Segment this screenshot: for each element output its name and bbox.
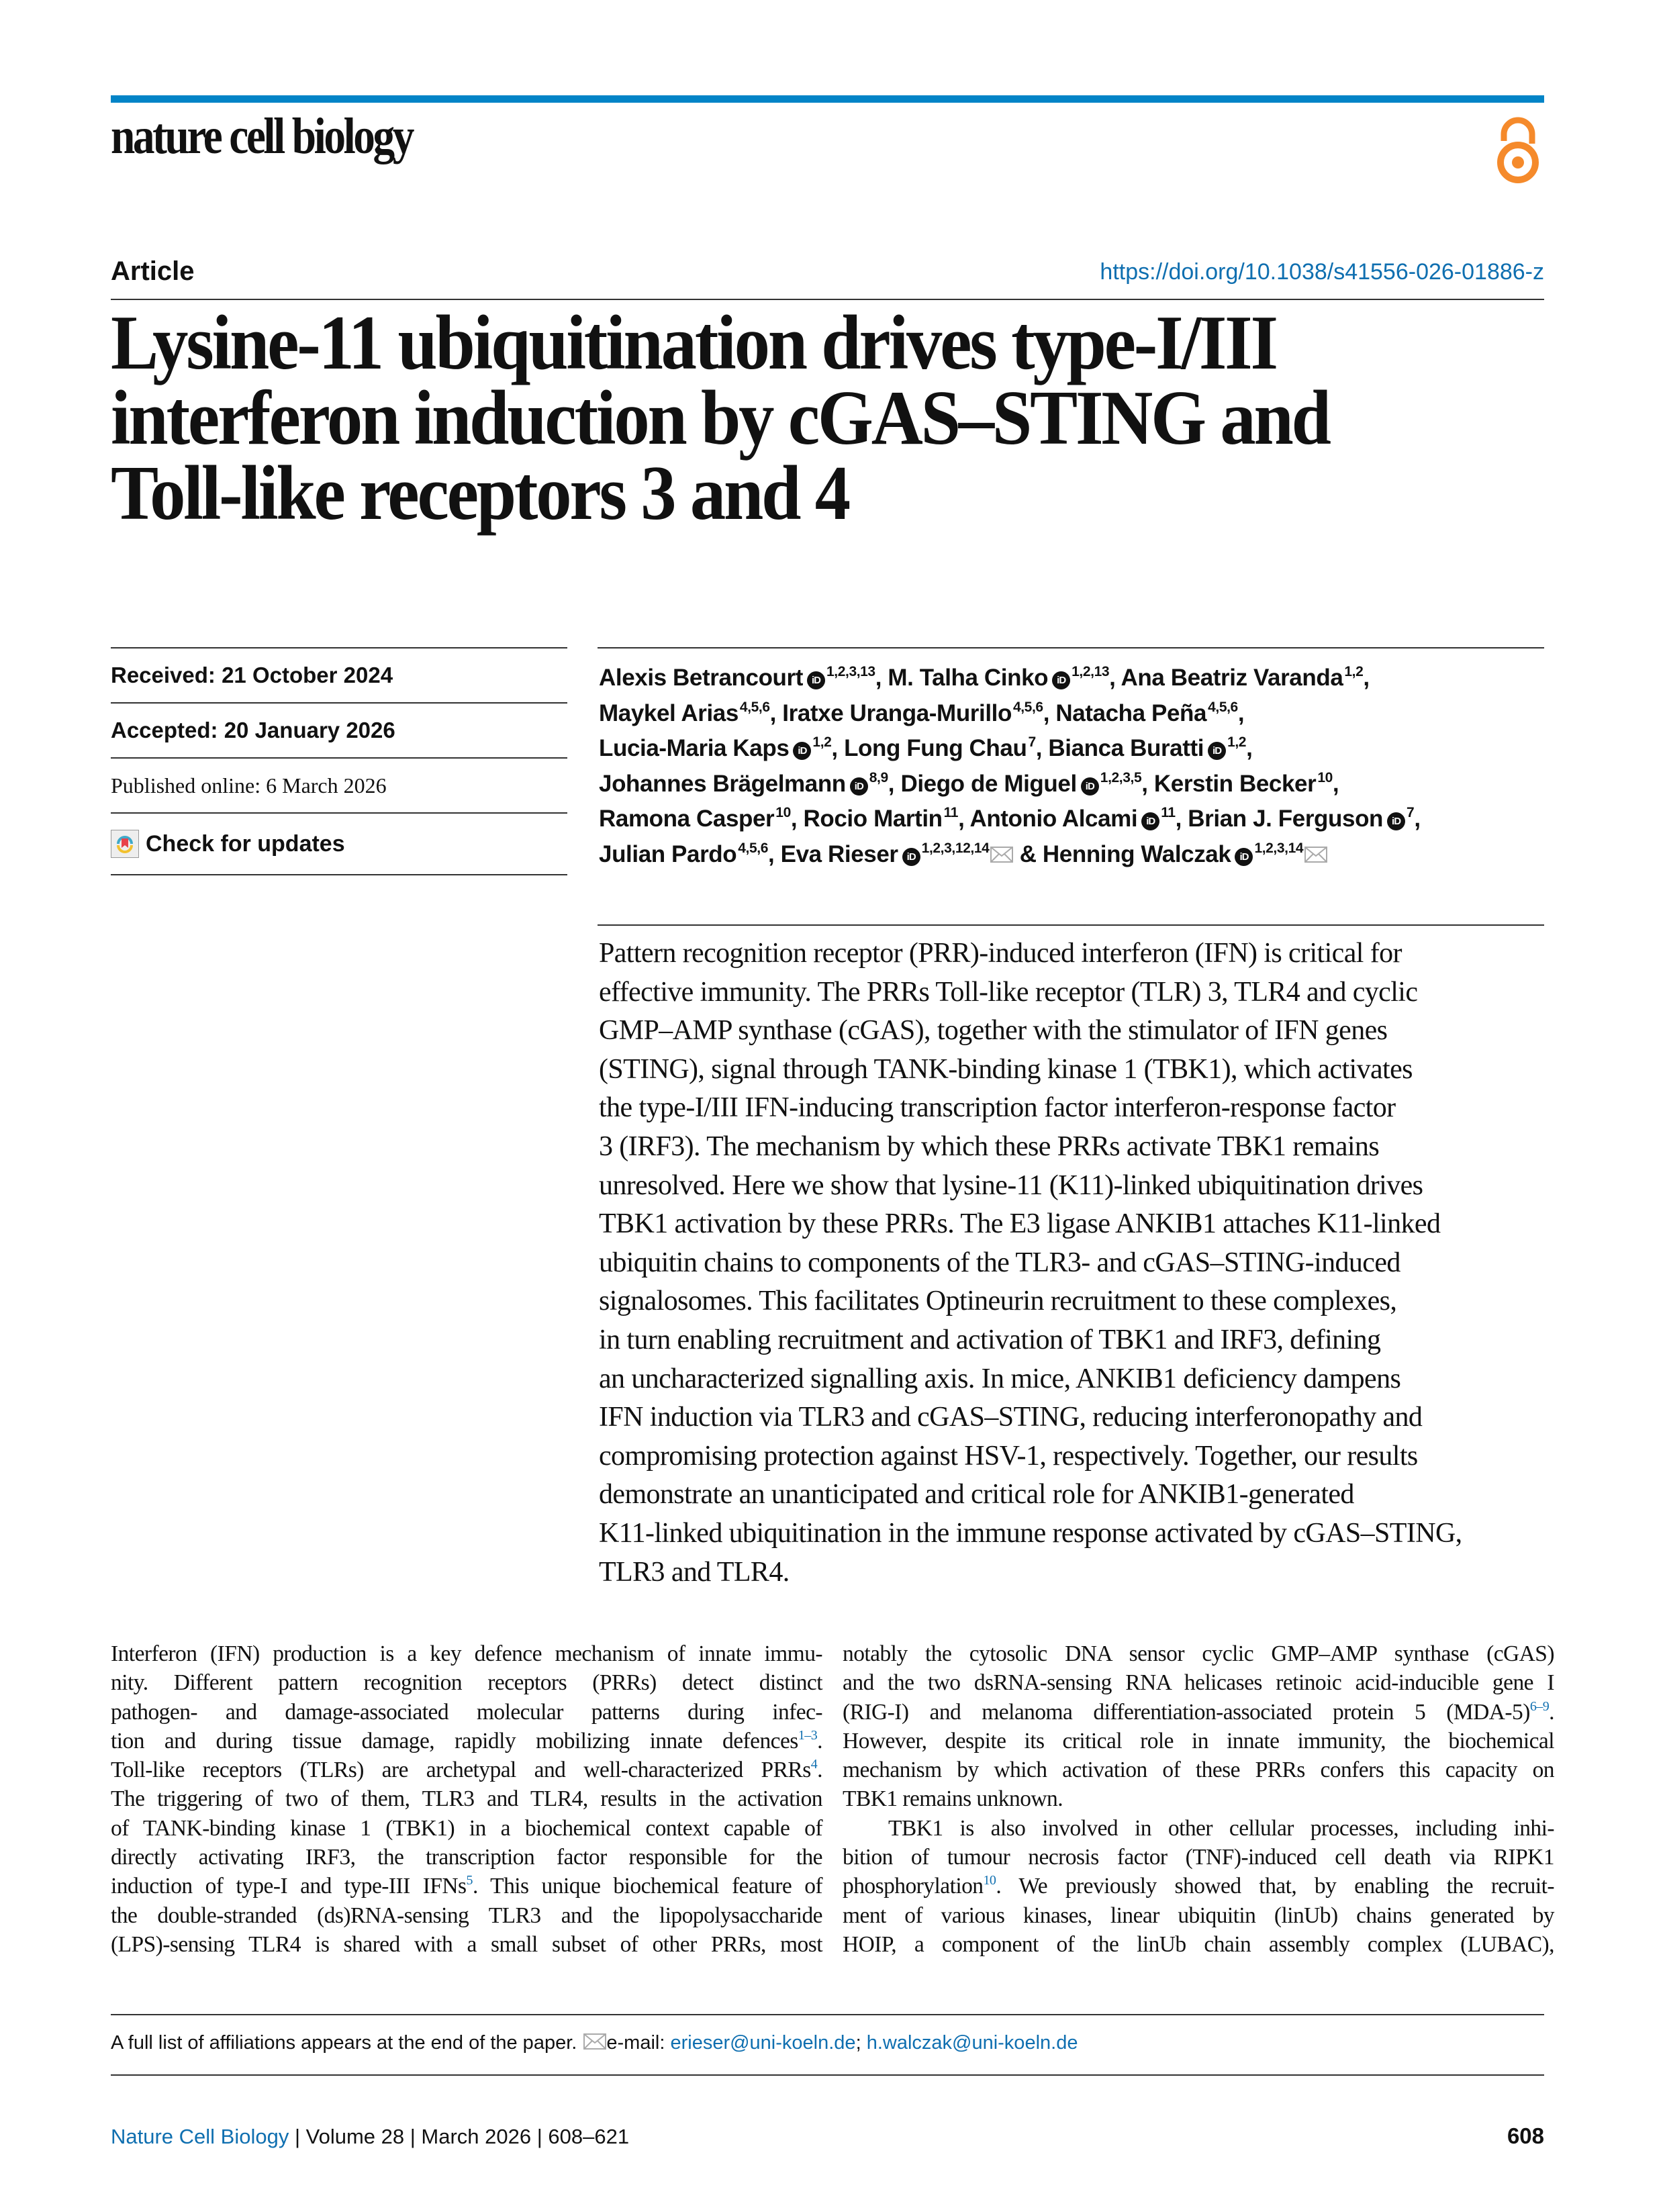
author-name: Bianca Buratti xyxy=(1048,735,1204,761)
abstract-line: (STING), signal through TANK-binding kinase 1 (TBK1), which activates xyxy=(599,1053,1413,1085)
author-conjunction: & xyxy=(1019,840,1043,867)
body-line xyxy=(843,1784,1554,1813)
body-text: TBK1 remains unknown. xyxy=(843,1786,1063,1812)
abstract-line: an uncharacterized signalling axis. In mice, ANKIB1 deficiency dampens xyxy=(599,1363,1401,1394)
body-line xyxy=(111,1872,822,1901)
doi-link[interactable]: https://doi.org/10.1038/s41556-026-01886-z xyxy=(1100,259,1544,285)
body-text: . xyxy=(1549,1699,1554,1725)
author-name: Lucia-Maria Kaps xyxy=(599,735,790,761)
body-text: bition of tumour necrosis factor (TNF)-induced cell death via RIPK1 xyxy=(843,1845,1554,1870)
author-name: Alexis Betrancourt xyxy=(599,665,804,691)
body-line xyxy=(843,1727,1554,1756)
author-name: Johannes Brägelmann xyxy=(599,770,846,797)
author-list xyxy=(599,661,1552,872)
abstract-line: TBK1 activation by these PRRs. The E3 ligase ANKIB1 attaches K11-linked xyxy=(599,1208,1441,1240)
affiliation-numbers: 1,2,3,13 xyxy=(826,664,875,679)
orcid-icon[interactable]: iD xyxy=(1208,742,1226,760)
author-name: Ana Beatriz Varanda xyxy=(1121,665,1343,691)
reference-link[interactable]: 10 xyxy=(983,1873,996,1888)
email-label: e-mail: xyxy=(606,2032,671,2054)
author[interactable] xyxy=(844,735,1036,761)
body-line xyxy=(843,1639,1554,1668)
affiliation-numbers: 10 xyxy=(1317,769,1333,785)
reference-link[interactable]: 1–3 xyxy=(798,1727,818,1743)
body-text: phosphorylation xyxy=(843,1874,984,1899)
abstract-line: compromising protection against HSV-1, respectively. Together, our results xyxy=(599,1440,1418,1472)
body-line xyxy=(843,1698,1554,1727)
body-line xyxy=(111,1727,822,1756)
affiliation-numbers: 11 xyxy=(943,805,959,820)
abstract-line: demonstrate an unanticipated and critical role for ANKIB1-generated xyxy=(599,1479,1354,1510)
body-text: mechanism by which activation of these PRRs confers this capacity on xyxy=(843,1758,1554,1783)
open-access-icon xyxy=(1489,114,1547,188)
abstract-line: IFN induction via TLR3 and cGAS–STING, reducing interferonopathy and xyxy=(599,1402,1423,1433)
body-text: HOIP, a component of the linUb chain assembly complex (LUBAC), xyxy=(843,1931,1554,1957)
author[interactable] xyxy=(1048,735,1246,761)
article-type-label: Article xyxy=(111,256,195,286)
body-line xyxy=(111,1814,822,1843)
affiliation-numbers: 7 xyxy=(1028,734,1036,750)
reference-link[interactable]: 5 xyxy=(466,1873,473,1888)
body-line xyxy=(111,1668,822,1697)
orcid-icon[interactable]: iD xyxy=(1052,671,1070,689)
envelope-icon[interactable] xyxy=(1304,847,1327,863)
body-column-right xyxy=(843,1639,1554,1959)
author-line: Johannes Brägelmann iD$^{8,9}$, Diego de Miguel iD$^{1,2,3,5}$, Kerstin Becker$^{10}$, xyxy=(599,769,1339,797)
author-name: Iratxe Uranga-Murillo xyxy=(782,700,1012,726)
author-line: Julian Pardo$^{4,5,6}$, Eva Rieser iD$^{1,2,3,12,14}$ & Henning Walczak iD$^{1,2,3,14}$ xyxy=(599,837,1552,873)
affiliation-note-text: A full list of affiliations appears at the end of the paper. xyxy=(111,2032,577,2054)
author[interactable] xyxy=(599,735,831,761)
body-text: pathogen- and damage-associated molecular patterns during infec- xyxy=(111,1699,822,1725)
issue-info: | Volume 28 | March 2026 | 608–621 xyxy=(289,2125,630,2148)
body-line xyxy=(111,1901,822,1930)
affiliation-numbers: 7 xyxy=(1407,805,1415,820)
title-line: interferon induction by cGAS–STING and xyxy=(111,375,1329,461)
body-text: . This unique biochemical feature of xyxy=(472,1874,822,1899)
body-text: However, despite its critical role in innate immunity, the biochemical xyxy=(843,1728,1554,1753)
author[interactable] xyxy=(1055,700,1237,726)
orcid-icon[interactable]: iD xyxy=(1141,812,1159,830)
author-name: Henning Walczak xyxy=(1042,840,1231,867)
article-title xyxy=(111,300,1554,536)
body-text: ment of various kinases, linear ubiquitin (linUb) chains generated by xyxy=(843,1903,1554,1928)
abstract-line: unresolved. Here we show that lysine-11 (K11)-linked ubiquitination drives xyxy=(599,1169,1423,1201)
abstract xyxy=(599,934,1552,1592)
author[interactable] xyxy=(1154,771,1333,797)
divider xyxy=(111,2014,1544,2015)
orcid-icon[interactable]: iD xyxy=(807,671,825,689)
check-for-updates-button[interactable] xyxy=(111,812,567,875)
affiliation-numbers: 8,9 xyxy=(869,769,888,785)
affiliation-numbers: 4,5,6 xyxy=(739,699,770,715)
author[interactable] xyxy=(1020,841,1327,867)
body-text: Interferon (IFN) production is a key defence mechanism of innate immu- xyxy=(111,1641,822,1666)
author[interactable] xyxy=(599,700,770,726)
author-name: Eva Rieser xyxy=(780,840,898,867)
author-line: Alexis Betrancourt iD$^{1,2,3,13}$, M. Talha Cinko iD$^{1,2,13}$, Ana Beatriz Varanda$^{1,2}$, xyxy=(599,664,1370,691)
affiliation-numbers: 10 xyxy=(775,805,791,820)
orcid-icon[interactable]: iD xyxy=(850,777,868,796)
body-line xyxy=(111,1784,822,1813)
email-link-rieser[interactable]: erieser@uni-koeln.de xyxy=(670,2032,856,2054)
affiliation-numbers: 11 xyxy=(1161,805,1176,820)
abstract-line: effective immunity. The PRRs Toll-like receptor (TLR) 3, TLR4 and cyclic xyxy=(599,976,1418,1008)
orcid-icon[interactable]: iD xyxy=(1081,777,1099,796)
abstract-line: in turn enabling recruitment and activation of TBK1 and IRF3, defining xyxy=(599,1324,1381,1355)
body-line xyxy=(111,1639,822,1668)
affiliation-numbers: 4,5,6 xyxy=(738,840,768,856)
author-name: Kerstin Becker xyxy=(1153,770,1317,797)
author[interactable] xyxy=(1121,665,1364,691)
title-line: Lysine-11 ubiquitination drives type-I/III xyxy=(111,300,1276,386)
journal-accent-bar xyxy=(111,95,1544,103)
check-for-updates-label: Check for updates xyxy=(146,830,345,857)
orcid-icon[interactable]: iD xyxy=(1387,812,1405,830)
received-date: Received: 21 October 2024 xyxy=(111,647,567,702)
affiliation-note xyxy=(111,2032,1078,2054)
affiliation-numbers: 1,2 xyxy=(812,734,832,750)
affiliation-numbers: 1,2,3,14 xyxy=(1254,840,1304,856)
body-text: directly activating IRF3, the transcription factor responsible for the xyxy=(111,1845,822,1870)
envelope-icon[interactable] xyxy=(990,847,1013,863)
body-line xyxy=(843,1872,1554,1901)
article-meta xyxy=(111,647,567,875)
body-line xyxy=(111,1756,822,1784)
envelope-icon xyxy=(583,2033,606,2050)
author-name: M. Talha Cinko xyxy=(888,665,1049,691)
divider xyxy=(111,2074,1544,2076)
journal-citation xyxy=(111,2125,629,2149)
abstract-line: signalosomes. This facilitates Optineurin recruitment to these complexes, xyxy=(599,1286,1397,1317)
body-text: The triggering of two of them, TLR3 and TLR4, results in the activation xyxy=(111,1786,822,1812)
body-line xyxy=(843,1668,1554,1697)
author-line: Lucia-Maria Kaps iD$^{1,2}$, Long Fung Chau$^7$, Bianca Buratti iD$^{1,2}$, xyxy=(599,734,1253,761)
orcid-icon[interactable]: iD xyxy=(902,848,920,866)
email-link-walczak[interactable]: h.walczak@uni-koeln.de xyxy=(866,2032,1078,2054)
author-name: Rocio Martin xyxy=(803,806,943,832)
author-name: Brian J. Ferguson xyxy=(1188,806,1384,832)
abstract-line: TLR3 and TLR4. xyxy=(599,1556,790,1588)
page-number: 608 xyxy=(1507,2123,1544,2148)
journal-logo[interactable]: nature cell biology xyxy=(111,108,413,164)
author-line: Maykel Arias$^{4,5,6}$, Iratxe Uranga-Murillo$^{4,5,6}$, Natacha Peña$^{4,5,6}$, xyxy=(599,699,1245,726)
affiliation-numbers: 1,2,3,12,14 xyxy=(921,840,990,856)
journal-name-link[interactable]: Nature Cell Biology xyxy=(111,2125,289,2148)
body-text: nity. Different pattern recognition receptors (PRRs) detect distinct xyxy=(111,1670,822,1696)
crossmark-icon xyxy=(111,830,139,858)
author-name: Antonio Alcami xyxy=(969,806,1138,832)
affiliation-numbers: 1,2 xyxy=(1227,734,1247,750)
divider xyxy=(598,647,1544,648)
body-text: the double-stranded (ds)RNA-sensing TLR3 and the lipopolysaccharide xyxy=(111,1903,822,1928)
body-line xyxy=(843,1843,1554,1872)
reference-link[interactable]: 4 xyxy=(810,1757,818,1772)
body-line xyxy=(111,1698,822,1727)
title-line: Toll-like receptors 3 and 4 xyxy=(111,450,849,536)
author-name: Maykel Arias xyxy=(599,700,739,726)
author[interactable] xyxy=(599,665,875,691)
body-text: . We previously showed that, by enabling the recruit- xyxy=(996,1874,1554,1899)
affiliation-numbers: 1,2 xyxy=(1344,664,1364,679)
accepted-date: Accepted: 20 January 2026 xyxy=(111,702,567,757)
author[interactable] xyxy=(599,771,888,797)
abstract-line: K11-linked ubiquitination in the immune response activated by cGAS–STING, xyxy=(599,1517,1462,1549)
author[interactable] xyxy=(599,841,768,867)
body-text: tion and during tissue damage, rapidly mobilizing innate defences xyxy=(111,1728,798,1753)
body-text: . xyxy=(817,1758,822,1783)
author-name: Diego de Miguel xyxy=(900,770,1077,797)
body-text: (LPS)-sensing TLR4 is shared with a small subset of other PRRs, most xyxy=(111,1931,822,1957)
abstract-line: the type-I/III IFN-inducing transcription factor interferon-response factor xyxy=(599,1092,1396,1124)
body-text: induction of type-I and type-III IFNs xyxy=(111,1874,467,1899)
body-line xyxy=(843,1756,1554,1784)
abstract-line: Pattern recognition receptor (PRR)-induced interferon (IFN) is critical for xyxy=(599,938,1402,969)
affiliation-numbers: 1,2,3,5 xyxy=(1100,769,1142,785)
author-name: Long Fung Chau xyxy=(844,735,1027,761)
body-text: TBK1 is also involved in other cellular processes, including inhi- xyxy=(888,1815,1554,1841)
body-line xyxy=(843,1814,1554,1843)
author-name: Julian Pardo xyxy=(599,840,737,867)
author-name: Ramona Casper xyxy=(599,806,775,832)
author[interactable] xyxy=(900,771,1141,797)
affiliation-numbers: 1,2,13 xyxy=(1072,664,1110,679)
body-line xyxy=(843,1930,1554,1959)
abstract-line: GMP–AMP synthase (cGAS), together with the stimulator of IFN genes xyxy=(599,1015,1388,1047)
body-line xyxy=(111,1843,822,1872)
reference-link[interactable]: 6–9 xyxy=(1529,1698,1550,1714)
body-line xyxy=(111,1930,822,1959)
author[interactable] xyxy=(1188,806,1414,832)
email-separator: ; xyxy=(855,2032,867,2054)
author[interactable] xyxy=(599,806,791,832)
body-text: notably the cytosolic DNA sensor cyclic GMP–AMP synthase (cGAS) xyxy=(843,1641,1554,1666)
abstract-line: ubiquitin chains to components of the TLR3- and cGAS–STING-induced xyxy=(599,1247,1400,1278)
body-line xyxy=(843,1901,1554,1930)
author[interactable] xyxy=(781,841,1014,867)
orcid-icon[interactable]: iD xyxy=(1235,848,1253,866)
author-name: Natacha Peña xyxy=(1055,700,1207,726)
affiliation-numbers: 4,5,6 xyxy=(1208,699,1238,715)
affiliation-numbers: 4,5,6 xyxy=(1012,699,1043,715)
author[interactable] xyxy=(888,665,1109,691)
author-line: Ramona Casper$^{10}$, Rocio Martin$^{11}$, Antonio Alcami iD$^{11}$, Brian J. Ferguson iD$^7$, xyxy=(599,805,1421,832)
author[interactable] xyxy=(969,806,1175,832)
published-date: Published online: 6 March 2026 xyxy=(111,757,567,812)
body-text: of TANK-binding kinase 1 (TBK1) in a biochemical context capable of xyxy=(111,1815,822,1841)
author[interactable] xyxy=(782,700,1043,726)
body-text: Toll-like receptors (TLRs) are archetypal and well-characterized PRRs xyxy=(111,1758,811,1783)
body-text: (RIG-I) and melanoma differentiation-associated protein 5 (MDA-5) xyxy=(843,1699,1530,1725)
author[interactable] xyxy=(804,806,959,832)
divider xyxy=(598,924,1544,926)
orcid-icon[interactable]: iD xyxy=(793,742,811,760)
abstract-line: 3 (IRF3). The mechanism by which these PRRs activate TBK1 remains xyxy=(599,1131,1380,1162)
body-text: . xyxy=(817,1728,822,1753)
body-column-left xyxy=(111,1639,822,1959)
body-text: and the two dsRNA-sensing RNA helicases retinoic acid-inducible gene I xyxy=(843,1670,1554,1696)
